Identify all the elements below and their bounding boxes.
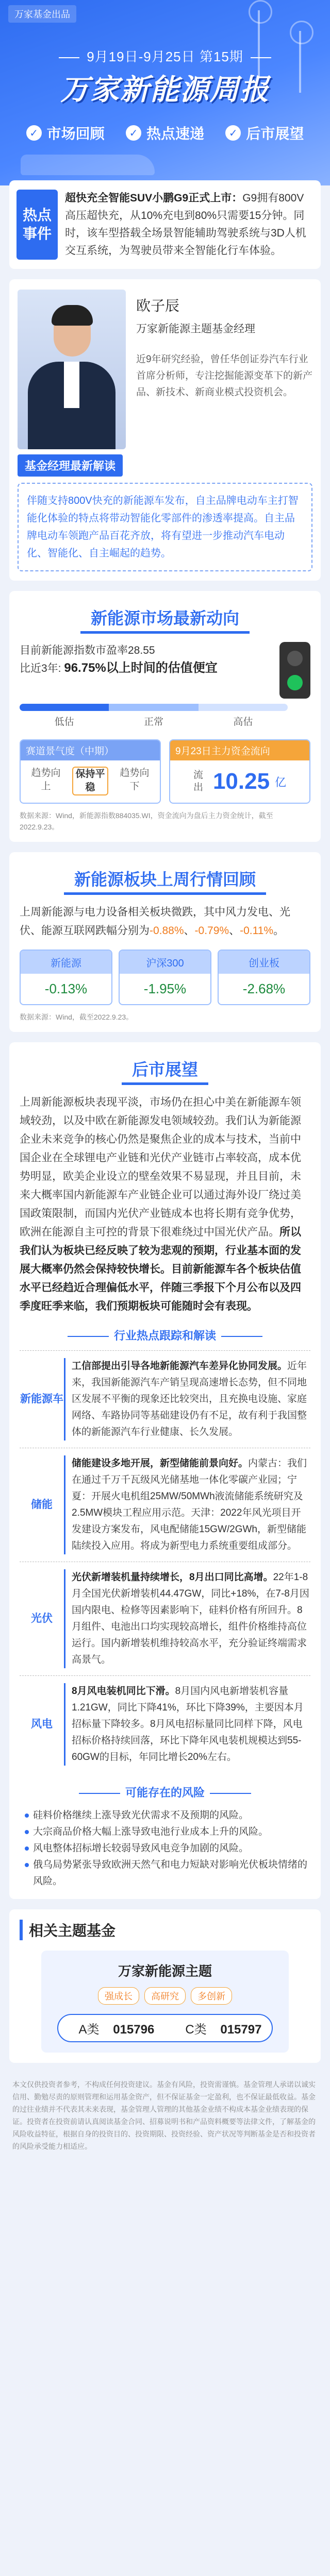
scale-label: 高估 (233, 717, 253, 727)
percentile-line: 比近3年: 96.75%以上时间的估值便宜 (20, 661, 218, 675)
sentiment-option: 趋势向上 (31, 768, 61, 792)
hot-event-text: 超快充全智能SUV小鹏G9正式上市：G9拥有800V高压超快充，从10%充电到80%只需要15分钟。同时，该车型搭载全场景智能辅助驾驶系统与3D人机交互系统，为驾驶员带来全智能化行车体验。 (65, 192, 306, 257)
car-icon (21, 155, 155, 175)
check-icon: ✓ (26, 125, 42, 141)
sector-card (9, 852, 321, 1032)
flow-head: 9月23日主力资金流向 (170, 740, 309, 760)
hero-banner (0, 0, 330, 185)
manager-bio: 近9年研究经验，曾任华创证券汽车行业首席分析师，专注挖掘能源变革下的新产品、新技术、新商业模式投资机会。 (136, 354, 313, 398)
quote-heading: 基金经理最新解读 (18, 454, 123, 477)
flow-label: 流出 (193, 770, 203, 793)
manager-photo (18, 290, 126, 449)
industry-row: 储能 储能建设多地开展，新型储能前景向好。内蒙古：我们在通过千万千瓦级风光储基地一体化零碳产业园；宁夏：开展火电机组25MW/50MWh液流储能系统研究及2.5MW模块工程应用示范。天津：2022年风光项目开发建设方案发布，风电配储能15GW/2GWh，新型储能陆续投入应用。将成为新型电力系统重要组成部分。 (20, 1448, 310, 1562)
fund-code-a: A类 015796 (78, 2023, 155, 2037)
market-card (9, 591, 321, 842)
brand-label: 万家基金出品 (8, 5, 76, 23)
sentiment-head: 赛道景气度（中期） (21, 740, 160, 760)
outlook-text: 上周新能源板块表现平淡，市场仍在担心中美在新能源车领域较劲，以及中欧在新能源发电领域较劲。我们认为新能源企业未来竞争的核心仍然是聚焦企业的成本与技术，当前中国企业在全球锂电产业链和光伏产业链市占率较高，成本优势明显，欧美企业设立的壁垒效果不易显现，并且目前，未来大概率国内新能源车产业链企业可以通过海外设厂绕过美国政策限制，而国内光伏产业链成本也将长期有竞争优势，欧洲在能源自主可控的背景下很难绕过中国光伏产品。所以我们认为板块已经反映了较为悲观的预期，行业基本面的发展大概率仍然会保持较快增长。目前新能源车各个板块估值水平已经趋近合理偏低水平，伴随三季报下个月公布以及四季度旺季来临，我们预期板块可能随时会有表现。 (20, 1096, 301, 1312)
source-note: 数据来源：Wind，新能源指数884035.WI，资金流向为盘后主力资金统计，截至2022.9.23。 (20, 811, 273, 831)
manager-role: 万家新能源主题基金经理 (136, 323, 255, 335)
risk-item: 风电整体招标增长较弱导致风电竞争加剧的风险。 (25, 1840, 310, 1857)
index-cell: 新能源 -0.13% (20, 950, 112, 1005)
sentiment-box (20, 739, 161, 804)
check-icon: ✓ (126, 125, 141, 141)
fund-tag: 高研究 (144, 1987, 186, 2005)
pe-line: 目前新能源指数市盈率28.55 (20, 645, 155, 656)
manager-card (9, 279, 321, 581)
outlook-card (9, 1042, 321, 1899)
fund-code-c: C类 015797 (185, 2023, 262, 2037)
sentiment-option: 趋势向下 (120, 768, 150, 792)
industry-row: 新能源车 工信部提出引导各地新能源汽车差异化协同发展。近年来，我国新能源汽车产销呈现高速增长态势，但不同地区发展不平衡的现象还比较突出，且充换电设施、家庭网络、车路协同等基础建设仍有不足，故有利于我国整体的新能源汽车行业健康、长久发展。 (20, 1350, 310, 1448)
sentiment-option-active: 保持平稳 (72, 767, 108, 795)
hero-tags (0, 123, 330, 143)
section-title: 后市展望 (122, 1055, 208, 1085)
fund-codes[interactable] (57, 2014, 273, 2042)
disclaimer: 本文仅供投资者参考，不构成任何投资建议。基金有风险，投资需谨慎。基金管理人承诺以诚实信用、勤勉尽责的原则管理和运用基金资产，但不保证基金一定盈利，也不保证最低收益。基金的过往业绩并不代表其未来表现，基金管理人管理的其他基金业绩不构成本基金业绩表现的保证。投资者在投资前请认真阅读基金合同、招募说明书和产品资料概要等法律文件，了解基金的风险收益特征，根据自身的投资目的、投资期限、投资经验、资产状况等判断基金是否和投资者的风险承受能力相适应。 (12, 2080, 316, 2150)
scale-label: 正常 (143, 717, 163, 727)
index-cell: 创业板 -2.68% (218, 950, 310, 1005)
flow-value: 10.25 (212, 769, 270, 794)
issue-line: 9月19日-9月25日 第15期 (0, 46, 330, 65)
risk-list (20, 1807, 310, 1890)
valuation-scale (20, 704, 288, 711)
hero-tag: ✓ 市场回顾 (26, 123, 105, 143)
fund-name: 万家新能源主题 (118, 1963, 212, 1979)
subsection-title: 可能存在的风险 (20, 1784, 310, 1800)
fund-card (9, 1909, 321, 2063)
scale-label: 低估 (54, 717, 74, 727)
hot-event-card (9, 180, 321, 269)
risk-item: 俄乌局势紧张导致欧洲天然气和电力短缺对影响光伏板块情绪的风险。 (25, 1857, 310, 1890)
fund-tag: 多创新 (191, 1987, 232, 2005)
flow-box (169, 739, 310, 804)
section-title: 新能源板块上周行情回顾 (64, 865, 266, 895)
manager-quote: 伴随支持800V快充的新能源车发布，自主品牌电动车主打智能化体验的特点将带动智能化零部件的渗透率提高。自主品牌电动车领跑产品百花齐放，将有望进一步推动汽车电动化、智能化、自主崛起的趋势。 (18, 483, 312, 571)
manager-name: 欧子辰 (136, 298, 180, 314)
industry-row: 风电 8月风电装机同比下滑。8月国内风电新增装机容量1.21GW，同比下降41%，环比下降39%，主要因本月招标量下降较多。8月风电招标量同比同样下降，风电招标价格持续回落，环比下降年风电装机规模达到55-60GW的目标，年同比增长20%左右。 (20, 1675, 310, 1773)
page-title: 万家新能源周报 (60, 73, 270, 106)
sector-text: 上周新能源与电力设备相关板块微跌，其中风力发电、光伏、能源互联网跌幅分别为-0.88%、-0.79%、-0.11%。 (20, 906, 290, 937)
index-cell: 沪深300 -1.95% (119, 950, 211, 1005)
fund-heading: 相关主题基金 (20, 1920, 310, 1940)
flow-unit: 亿 (275, 775, 287, 789)
hot-event-label: 热点事件 (16, 190, 58, 260)
hero-tag: ✓ 后市展望 (225, 123, 304, 143)
hero-tag: ✓ 热点速递 (126, 123, 204, 143)
traffic-light-icon (279, 642, 310, 699)
fund-tag: 强成长 (98, 1987, 139, 2005)
industry-row: 光伏 光伏新增装机量持续增长，8月出口同比高增。22年1-8月全国光伏新增装机44.47GW，同比+18%，在7-8月因国内限电、检修等因素影响下，硅料价格有所回升。8月组件、电池出口均实现较高增长，组件价格维持高位运行。国内新增装机维持较高水平，充分验证终端需求高景气。 (20, 1562, 310, 1675)
check-icon: ✓ (225, 125, 241, 141)
subsection-title: 行业热点跟踪和解读 (20, 1327, 310, 1343)
source-note: 数据来源：Wind，截至2022.9.23。 (20, 1013, 134, 1021)
section-title: 新能源市场最新动向 (80, 603, 250, 634)
risk-item: 大宗商品价格大幅上涨导致电池行业成本上升的风险。 (25, 1824, 310, 1840)
fund-box[interactable] (41, 1951, 289, 2053)
risk-item: 硅料价格继续上涨导致光伏需求不及预期的风险。 (25, 1807, 310, 1824)
